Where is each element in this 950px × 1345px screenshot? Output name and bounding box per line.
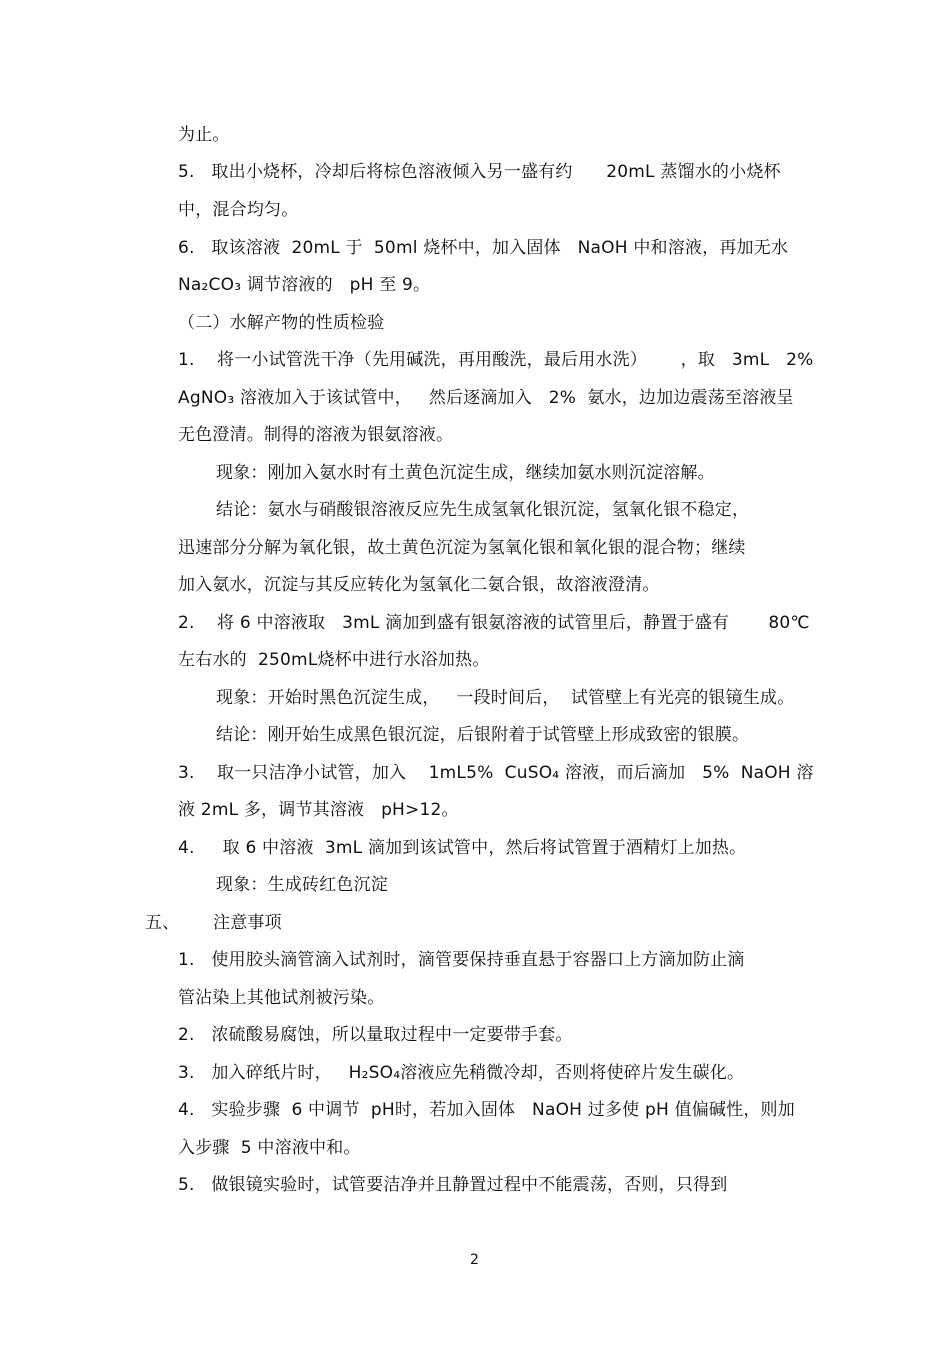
text-line-3: 中，混合均匀。 xyxy=(178,200,299,220)
text-line-18: 3. 取一只洁净小试管，加入 1mL5% CuSO₄ 溶液，而后滴加 5% NaOH 溶 xyxy=(178,763,814,783)
text-line-16: 现象：开始时黑色沉淀生成， 一段时间后， 试管壁上有光亮的银镜生成。 xyxy=(216,688,795,708)
text-line-13: 加入氨水，沉淀与其反应转化为氢氧化二氨合银，故溶液澄清。 xyxy=(178,575,660,595)
text-line-9: 无色澄清。制得的溶液为银氨溶液。 xyxy=(178,425,454,445)
text-line-20: 4. 取 6 中溶液 3mL 滴加到该试管中，然后将试管置于酒精灯上加热。 xyxy=(178,838,747,858)
text-line-21: 现象：生成砖红色沉淀 xyxy=(216,875,388,895)
text-line-24: 管沾染上其他试剂被污染。 xyxy=(178,988,385,1008)
section-heading-notes: 五、 注意事项 xyxy=(145,913,282,933)
text-line-23: 1. 使用胶头滴管滴入试剂时，滴管要保持垂直悬于容器口上方滴加防止滴 xyxy=(178,950,745,970)
text-line-17: 结论：刚开始生成黑色银沉淀，后银附着于试管壁上形成致密的银膜。 xyxy=(216,725,750,745)
text-line-28: 入步骤 5 中溶液中和。 xyxy=(178,1138,361,1158)
text-line-8: AgNO₃ 溶液加入于该试管中， 然后逐滴加入 2% 氨水，边加边震荡至溶液呈 xyxy=(178,388,794,408)
text-line-27: 4. 实验步骤 6 中调节 pH时，若加入固体 NaOH 过多使 pH 值偏碱性，则加 xyxy=(178,1100,795,1120)
text-line-7: 1. 将一小试管洗干净（先用碱洗，再用酸洗，最后用水洗） ，取 3mL 2% xyxy=(178,350,814,370)
text-line-14: 2. 将 6 中溶液取 3mL 滴加到盛有银氨溶液的试管里后，静置于盛有 80℃ xyxy=(178,613,810,633)
text-line-4: 6. 取该溶液 20mL 于 50ml 烧杯中，加入固体 NaOH 中和溶液，再加无水 xyxy=(178,238,789,258)
text-line-29: 5. 做银镜实验时，试管要洁净并且静置过程中不能震荡，否则，只得到 xyxy=(178,1175,728,1195)
text-line-11: 结论：氨水与硝酸银溶液反应先生成氢氧化银沉淀，氢氧化银不稳定， xyxy=(216,500,750,520)
text-line-26: 3. 加入碎纸片时， H₂SO₄溶液应先稍微冷却，否则将使碎片发生碳化。 xyxy=(178,1063,745,1083)
text-line-15: 左右水的 250mL烧杯中进行水浴加热。 xyxy=(178,650,490,670)
text-line-12: 迅速部分分解为氧化银，故土黄色沉淀为氢氧化银和氧化银的混合物；继续 xyxy=(178,538,746,558)
text-line-5: Na₂CO₃ 调节溶液的 pH 至 9。 xyxy=(178,275,431,295)
text-line-10: 现象：刚加入氨水时有土黄色沉淀生成，继续加氨水则沉淀溶解。 xyxy=(216,463,715,483)
text-line-19: 液 2mL 多，调节其溶液 pH>12。 xyxy=(178,800,459,820)
section-heading-hydrolysis: （二）水解产物的性质检验 xyxy=(178,313,385,333)
text-line-1: 为止。 xyxy=(178,125,230,145)
text-line-25: 2. 浓硫酸易腐蚀，所以量取过程中一定要带手套。 xyxy=(178,1025,573,1045)
page-number: 2 xyxy=(470,1252,479,1268)
text-line-2: 5. 取出小烧杯，冷却后将棕色溶液倾入另一盛有约 20mL 蒸馏水的小烧杯 xyxy=(178,162,781,182)
